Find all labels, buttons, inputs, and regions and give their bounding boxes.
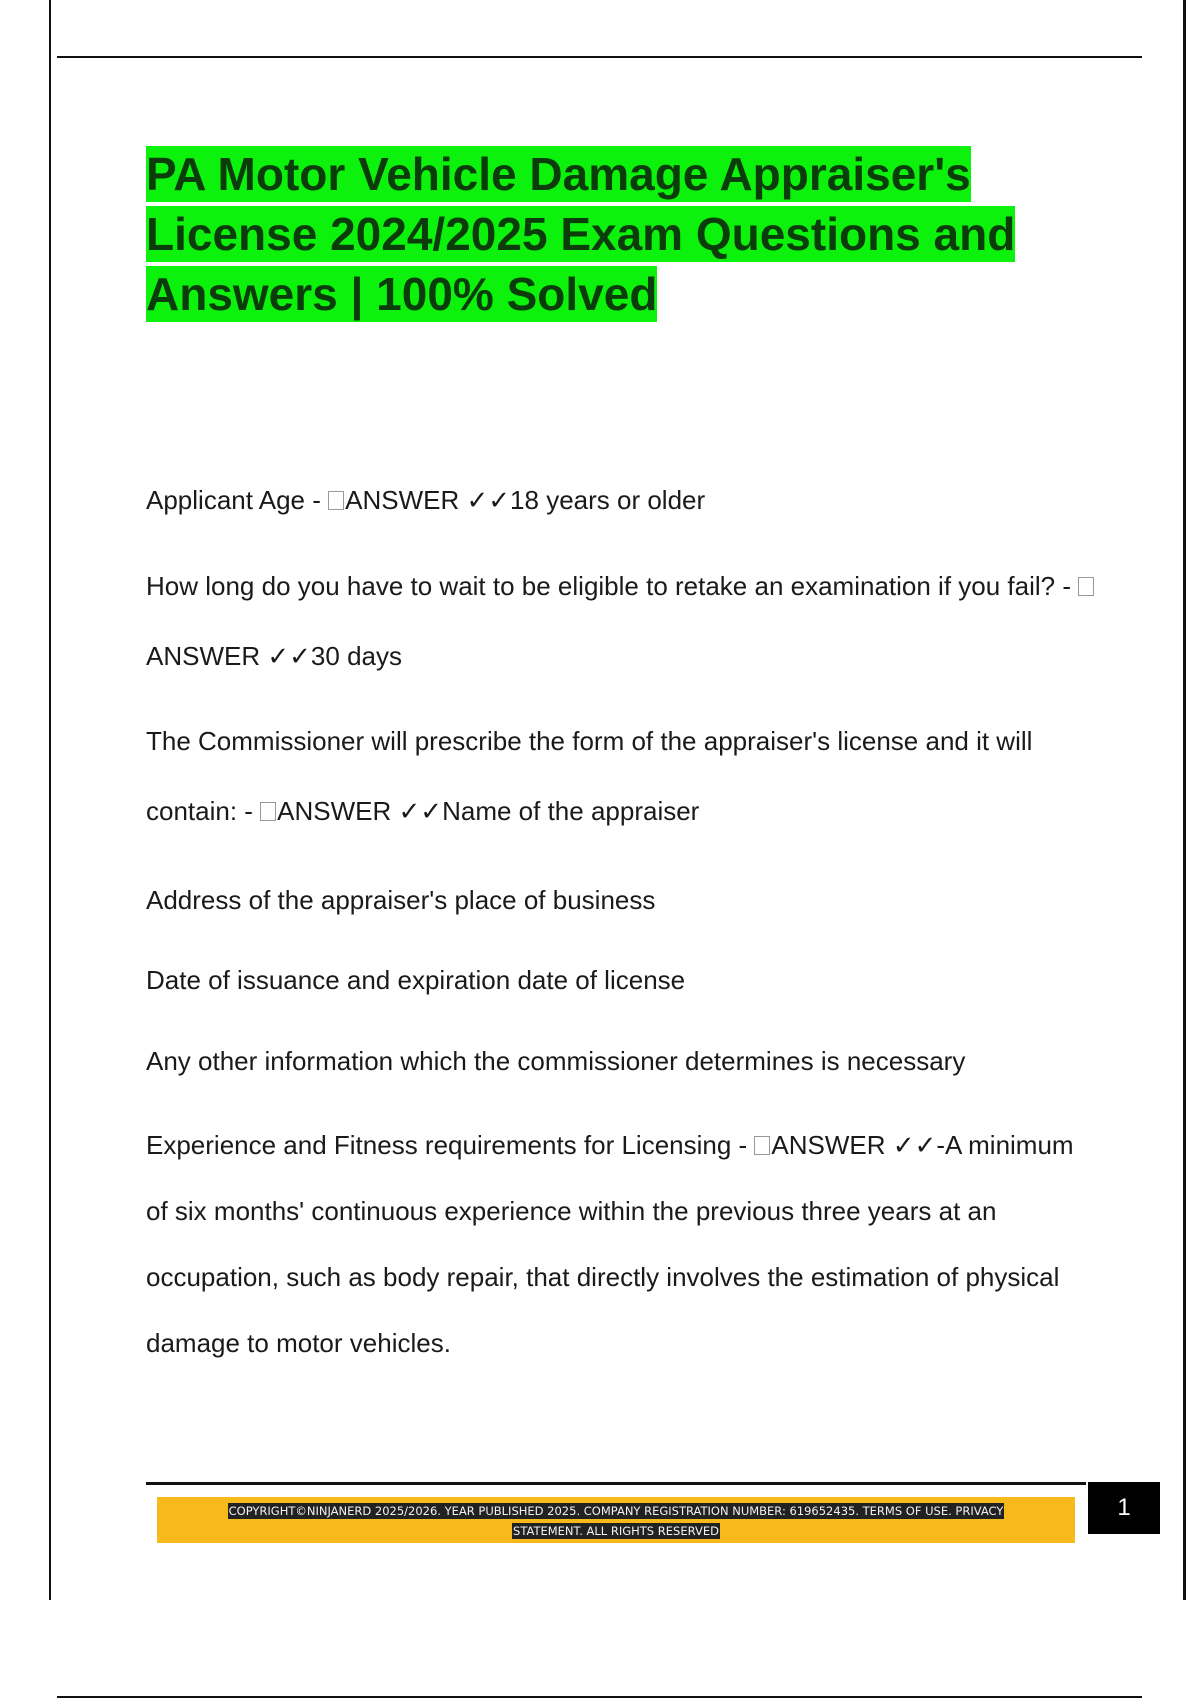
answer-marker: ANSWER ✓✓: [771, 1130, 937, 1160]
question-text: The Commissioner will prescribe the form of the appraiser's license and it will contain: -: [146, 726, 1033, 826]
answer-text: 30 days: [310, 641, 402, 671]
answer-extra-line: Address of the appraiser's place of business: [146, 885, 656, 915]
answer-text: -A minimum of six months' continuous experience within the previous three years at an occupation, such as body repair, that directly involves the estimation of physical damage to motor vehicles.: [146, 1130, 1074, 1358]
footer-rule: [146, 1482, 1086, 1485]
question-text: How long do you have to wait to be eligible to retake an examination if you fail? -: [146, 571, 1079, 601]
answer-extra-line: Any other information which the commissioner determines is necessary: [146, 1046, 966, 1076]
answer-marker: ANSWER ✓✓: [277, 796, 443, 826]
answer-marker: ANSWER ✓✓: [345, 485, 511, 515]
question-text: Applicant Age -: [146, 485, 329, 515]
checkbox-glyph-icon: [260, 802, 276, 821]
document-title: [146, 144, 1106, 324]
copyright-line-2: STATEMENT. ALL RIGHTS RESERVED: [513, 1524, 719, 1538]
checkbox-glyph-icon: [1078, 577, 1094, 596]
bottom-rule: [57, 1696, 1142, 1698]
document-title-text: PA Motor Vehicle Damage Appraiser's License 2024/2025 Exam Questions and Answers | 100% Solved: [146, 148, 1016, 320]
qa-item-applicant-age: [146, 465, 1096, 535]
answer-marker: ANSWER ✓✓: [146, 641, 311, 671]
answer-extra-line: Date of issuance and expiration date of license: [146, 965, 686, 995]
checkbox-glyph-icon: [328, 491, 344, 510]
qa-item-retake-wait: [146, 551, 1096, 691]
qa-item-license-form: [146, 706, 1096, 846]
question-text: Experience and Fitness requirements for Licensing -: [146, 1130, 755, 1160]
copyright-line-1: COPYRIGHT©NINJANERD 2025/2026. YEAR PUBLISHED 2025. COMPANY REGISTRATION NUMBER: 619652435. TERMS OF USE. PRIVACY: [228, 1504, 1004, 1518]
footer-copyright-text: [170, 1501, 1062, 1541]
page-frame-left: [49, 0, 51, 1600]
page-number: 1: [1088, 1482, 1160, 1534]
answer-text: Name of the appraiser: [442, 796, 700, 826]
qa-item-experience-fitness: [146, 1112, 1096, 1376]
page-frame-right: [1183, 0, 1186, 1600]
answer-text: 18 years or older: [510, 485, 706, 515]
top-rule: [57, 56, 1142, 58]
checkbox-glyph-icon: [754, 1136, 770, 1155]
